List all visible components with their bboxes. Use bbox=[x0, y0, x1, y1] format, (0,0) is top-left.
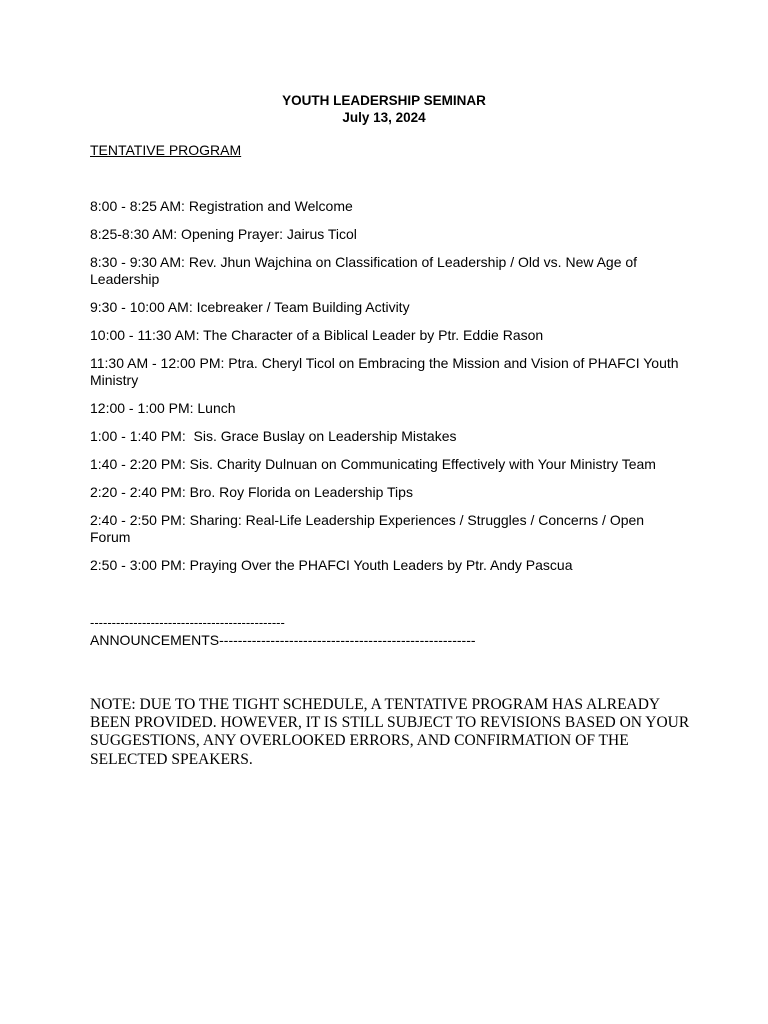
document-title: YOUTH LEADERSHIP SEMINAR bbox=[282, 93, 486, 108]
schedule-item: 11:30 AM - 12:00 PM: Ptra. Cheryl Ticol on Embracing the Mission and Vision of PHAFCI Youth Ministry bbox=[90, 355, 683, 388]
schedule-item: 8:00 - 8:25 AM: Registration and Welcome bbox=[90, 198, 353, 214]
document-date: July 13, 2024 bbox=[342, 110, 426, 125]
schedule-item: 10:00 - 11:30 AM: The Character of a Biblical Leader by Ptr. Eddie Rason bbox=[90, 327, 544, 343]
schedule-item: 8:30 - 9:30 AM: Rev. Jhun Wajchina on Classification of Leadership / Old vs. New Age of Leadership bbox=[90, 254, 641, 287]
schedule-list bbox=[90, 198, 682, 585]
schedule-item: 1:00 - 1:40 PM: Sis. Grace Buslay on Leadership Mistakes bbox=[90, 428, 457, 444]
schedule-item: 2:40 - 2:50 PM: Sharing: Real-Life Leadership Experiences / Struggles / Concerns / Open Forum bbox=[90, 512, 648, 545]
announcements-divider: --------------------------------------------- bbox=[90, 615, 285, 630]
announcements-heading: ANNOUNCEMENTS------------------------------------------------------- bbox=[90, 632, 476, 648]
schedule-item: 8:25-8:30 AM: Opening Prayer: Jairus Ticol bbox=[90, 226, 357, 242]
program-heading: TENTATIVE PROGRAM bbox=[90, 142, 242, 158]
schedule-item: 12:00 - 1:00 PM: Lunch bbox=[90, 400, 236, 416]
schedule-item: 9:30 - 10:00 AM: Icebreaker / Team Building Activity bbox=[90, 299, 410, 315]
schedule-note: NOTE: DUE TO THE TIGHT SCHEDULE, A TENTATIVE PROGRAM HAS ALREADY BEEN PROVIDED. HOWEVER, IT IS STILL SUBJECT TO REVISIONS BASED ON YOUR SUGGESTIONS, ANY OVERLOOKED ERRORS, AND CONFIRMATION OF THE SELECTED SPEAKERS. bbox=[90, 696, 690, 768]
schedule-item: 2:20 - 2:40 PM: Bro. Roy Florida on Leadership Tips bbox=[90, 484, 413, 500]
schedule-item: 2:50 - 3:00 PM: Praying Over the PHAFCI Youth Leaders by Ptr. Andy Pascua bbox=[90, 557, 573, 573]
schedule-item: 1:40 - 2:20 PM: Sis. Charity Dulnuan on Communicating Effectively with Your Ministry Team bbox=[90, 456, 656, 472]
document-header bbox=[0, 92, 768, 126]
